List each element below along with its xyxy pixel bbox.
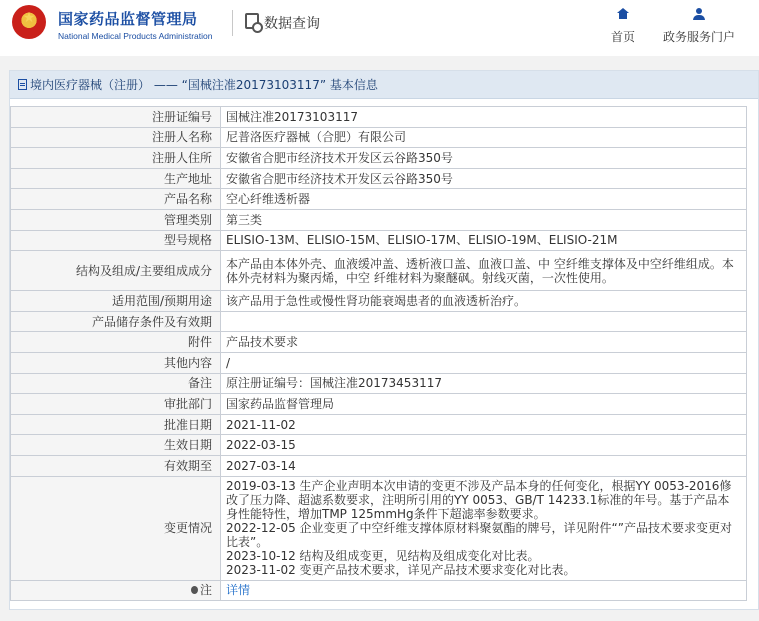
field-value: / xyxy=(221,352,747,373)
changes-value xyxy=(221,476,747,580)
field-value: 尼普洛医疗器械（合肥）有限公司 xyxy=(221,127,747,148)
org-name-en[interactable]: National Medical Products Administration xyxy=(58,31,213,41)
field-label: 管理类别 xyxy=(11,209,221,230)
details-link[interactable]: 详情 xyxy=(226,583,251,598)
field-value: ELISIO-13M、ELISIO-15M、ELISIO-17M、ELISIO-19M、ELISIO-21M xyxy=(221,230,747,251)
field-value xyxy=(221,311,747,332)
table-row xyxy=(11,189,747,210)
changes-label: 变更情况 xyxy=(11,476,221,580)
lightbulb-icon xyxy=(191,586,198,594)
field-label: 备注 xyxy=(11,373,221,394)
field-value: 2022-03-15 xyxy=(221,435,747,456)
data-query-icon xyxy=(245,13,259,29)
field-label: 型号规格 xyxy=(11,230,221,251)
table-row xyxy=(11,230,747,251)
table-row xyxy=(11,332,747,353)
note-label: 注 xyxy=(199,583,212,598)
field-label: 批准日期 xyxy=(11,414,221,435)
panel-header xyxy=(10,71,758,99)
field-value: 空心纤维透析器 xyxy=(221,189,747,210)
table-row xyxy=(11,148,747,169)
table-row xyxy=(11,414,747,435)
field-label: 产品名称 xyxy=(11,189,221,210)
field-label: 审批部门 xyxy=(11,394,221,415)
table-row xyxy=(11,107,747,128)
table-row xyxy=(11,127,747,148)
site-header xyxy=(0,0,759,56)
field-label: 注册人住所 xyxy=(11,148,221,169)
panel-title: 境内医疗器械（注册） —— “国械注准20173103117” 基本信息 xyxy=(30,78,378,92)
note-label-cell xyxy=(11,580,221,601)
change-entry: 2022-12-05 企业变更了中空纤维支撑体原材料聚氨酯的牌号，详见附件“”产品技术要求变更对比表”。 xyxy=(226,521,732,549)
field-value: 本产品由本体外壳、血液缓冲盖、透析液口盖、血液口盖、中 空纤维支撑体及中空纤维组成。本体外壳材料为聚丙烯，中空 纤维材料为聚醚砜。射线灭菌，一次性使用。 xyxy=(221,251,747,291)
field-label: 附件 xyxy=(11,332,221,353)
table-row xyxy=(11,373,747,394)
user-icon xyxy=(693,8,705,20)
field-value: 国械注准20173103117 xyxy=(221,107,747,128)
table-row-changes xyxy=(11,476,747,580)
detail-panel xyxy=(9,70,759,610)
change-entry: 2023-10-12 结构及组成变更，见结构及组成变化对比表。 xyxy=(226,549,540,563)
field-value: 2021-11-02 xyxy=(221,414,747,435)
table-row xyxy=(11,209,747,230)
field-value: 第三类 xyxy=(221,209,747,230)
national-emblem-icon: ★ xyxy=(12,5,46,39)
nav-home[interactable] xyxy=(603,8,643,45)
table-row xyxy=(11,352,747,373)
change-entry: 2023-11-02 变更产品技术要求，详见产品技术要求变化对比表。 xyxy=(226,563,576,577)
field-value: 2027-03-14 xyxy=(221,455,747,476)
info-table xyxy=(10,106,747,601)
table-row xyxy=(11,311,747,332)
nav-service-portal[interactable] xyxy=(655,8,743,45)
field-label: 生效日期 xyxy=(11,435,221,456)
field-label: 有效期至 xyxy=(11,455,221,476)
home-icon xyxy=(617,8,629,19)
field-label: 产品储存条件及有效期 xyxy=(11,311,221,332)
field-value: 安徽省合肥市经济技术开发区云谷路350号 xyxy=(221,148,747,169)
field-label: 其他内容 xyxy=(11,352,221,373)
nav-portal-label: 政务服务门户 xyxy=(662,30,735,44)
field-value: 该产品用于急性或慢性肾功能衰竭患者的血液透析治疗。 xyxy=(221,291,747,312)
table-row xyxy=(11,291,747,312)
field-value: 产品技术要求 xyxy=(221,332,747,353)
table-row xyxy=(11,435,747,456)
table-row xyxy=(11,455,747,476)
field-value: 国家药品监督管理局 xyxy=(221,394,747,415)
org-name-cn[interactable]: 国家药品监督管理局 xyxy=(58,10,198,28)
table-row xyxy=(11,394,747,415)
document-icon xyxy=(18,79,27,90)
nav-home-label: 首页 xyxy=(610,30,635,44)
note-value-cell xyxy=(221,580,747,601)
data-query-title[interactable]: 数据查询 xyxy=(264,16,320,32)
field-value: 安徽省合肥市经济技术开发区云谷路350号 xyxy=(221,168,747,189)
field-label: 生产地址 xyxy=(11,168,221,189)
table-row xyxy=(11,251,747,291)
field-value: 原注册证编号：国械注准20173453117 xyxy=(221,373,747,394)
table-row xyxy=(11,168,747,189)
field-label: 适用范围/预期用途 xyxy=(11,291,221,312)
change-entry: 2019-03-13 生产企业声明本次申请的变更不涉及产品本身的任何变化，根据YY 0053-2016修改了压力降、超滤系数要求，注明所引用的YY 0053、GB/T 14233.1标准的年号。基于产品本身性能特性，增加TMP 125mmHg条件下超滤率参数要求。 xyxy=(226,479,732,521)
table-row-note xyxy=(11,580,747,601)
field-label: 注册证编号 xyxy=(11,107,221,128)
header-divider xyxy=(232,10,233,36)
field-label: 结构及组成/主要组成成分 xyxy=(11,251,221,291)
field-label: 注册人名称 xyxy=(11,127,221,148)
